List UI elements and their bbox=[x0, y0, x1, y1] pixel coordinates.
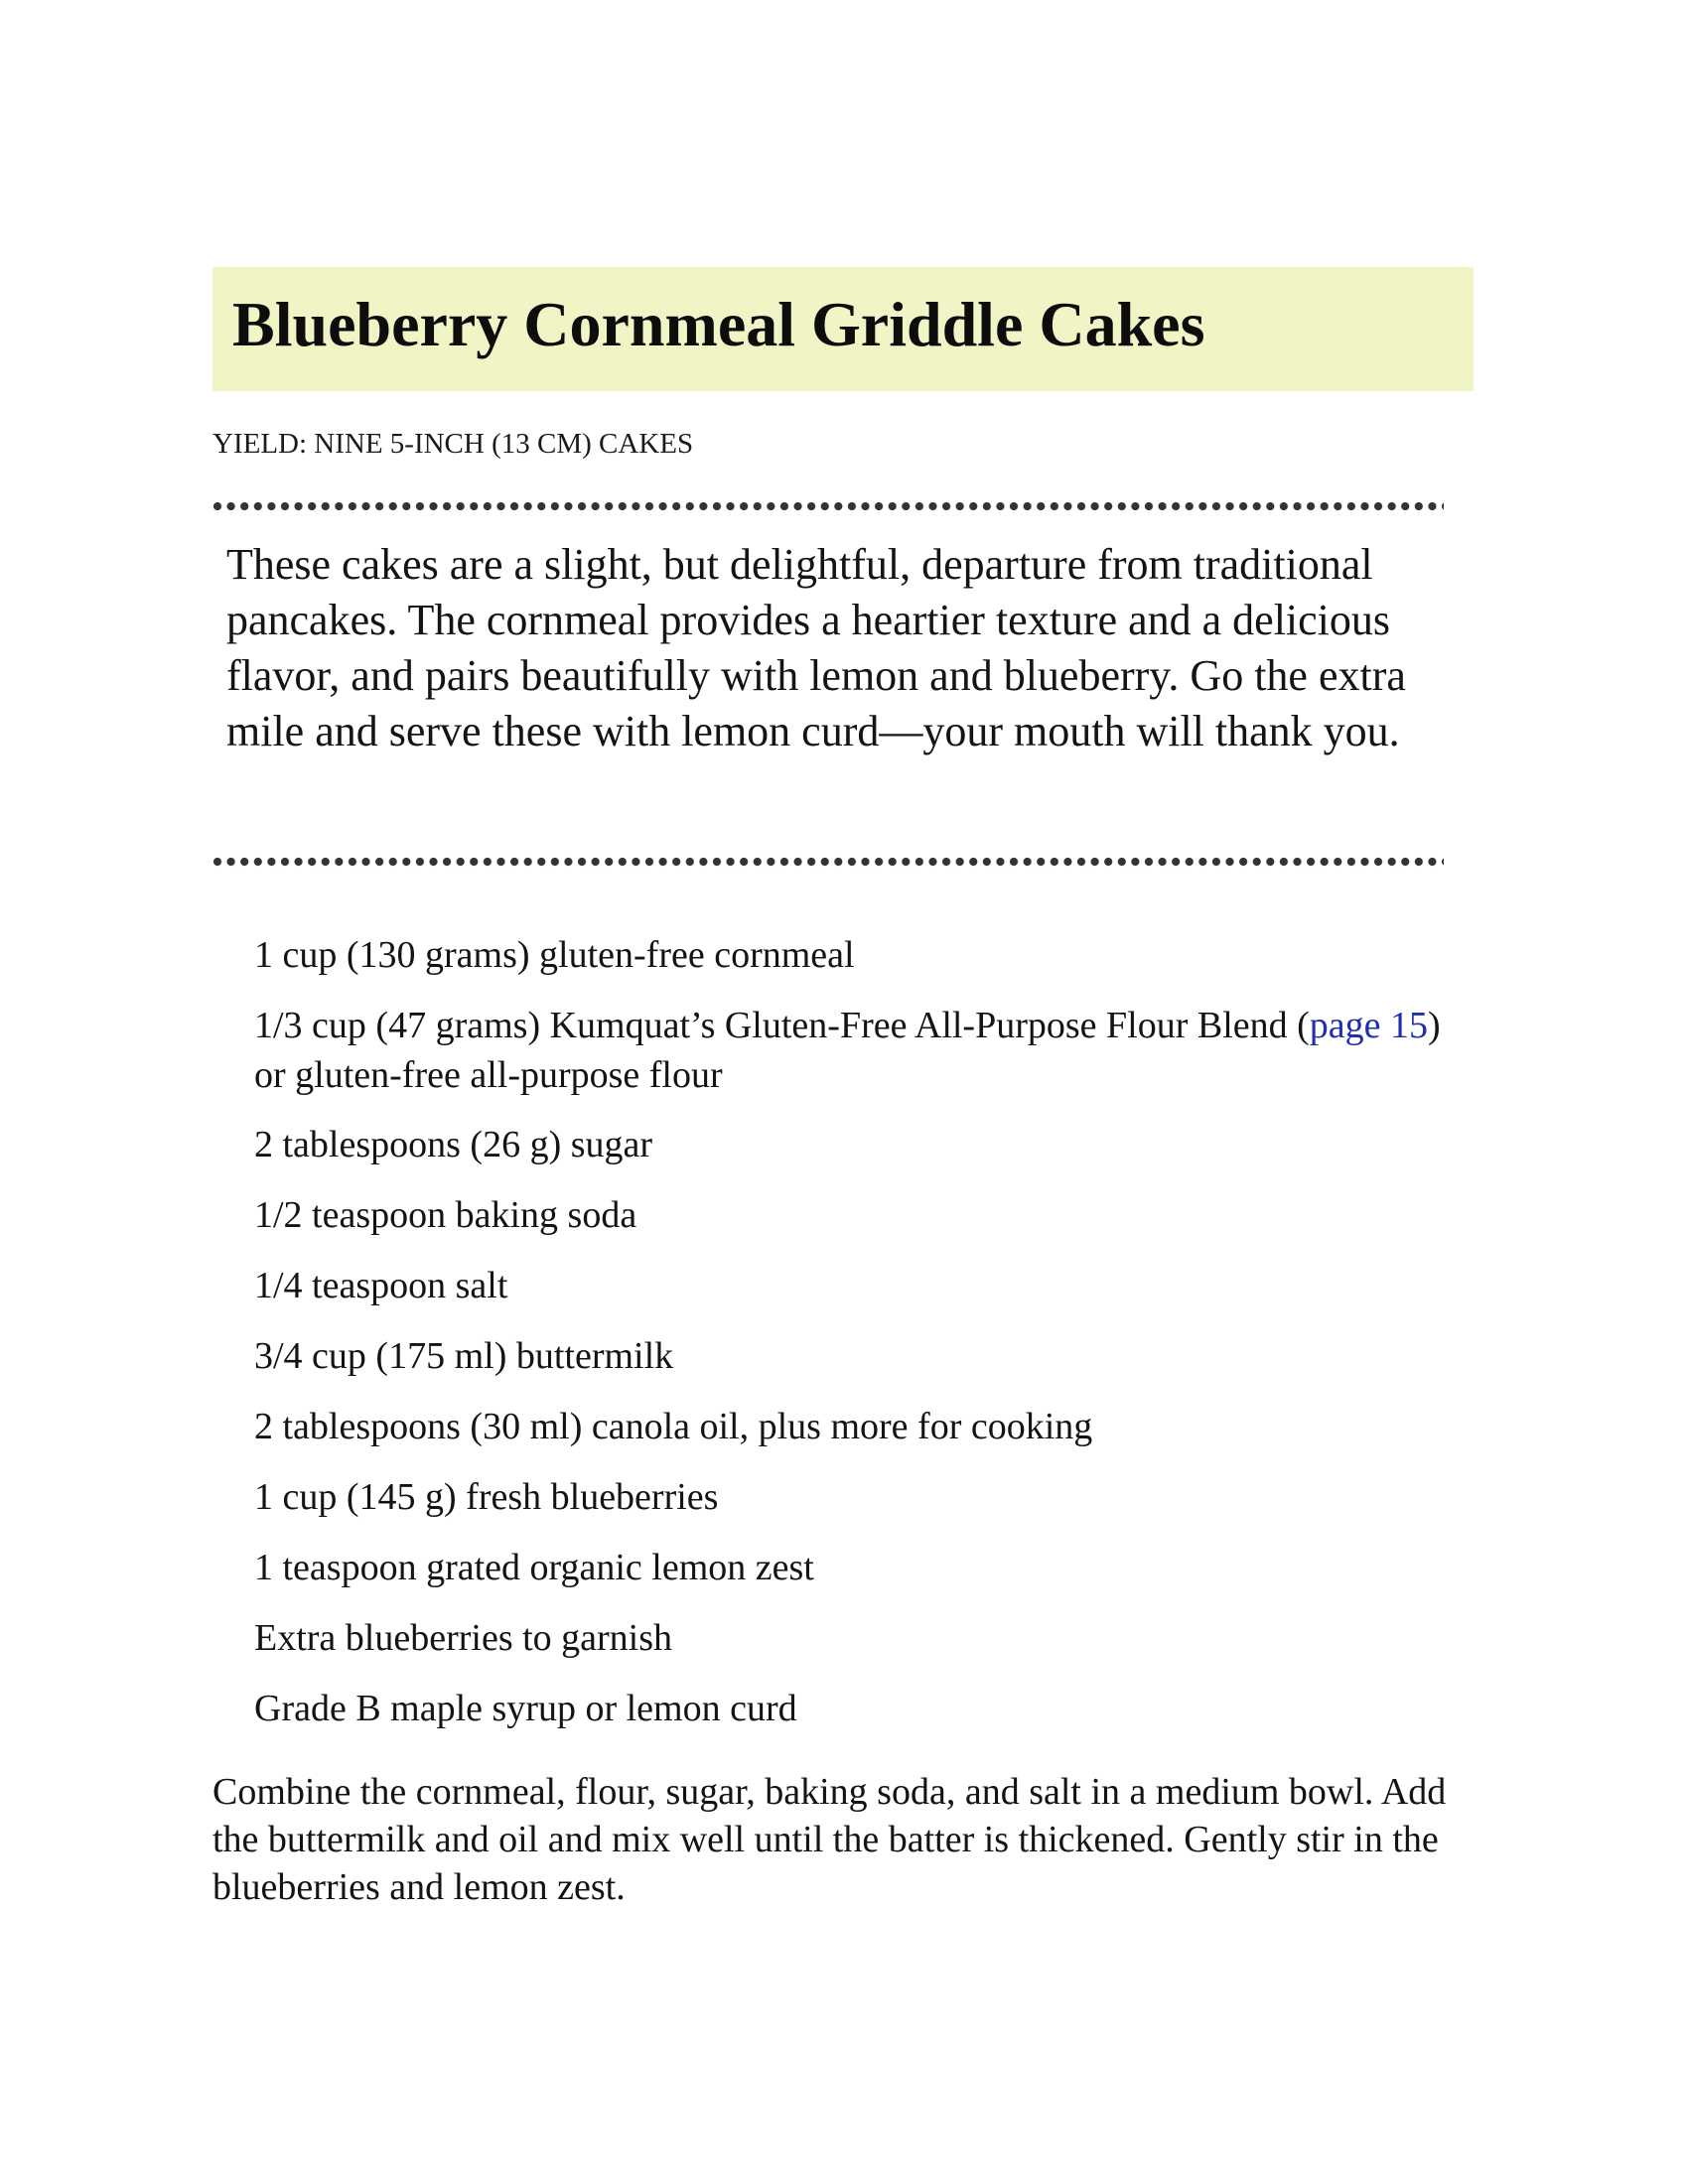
title-banner bbox=[212, 267, 1474, 391]
ingredient-item: 1 cup (130 grams) gluten-free cornmeal bbox=[254, 934, 855, 976]
recipe-yield: YIELD: NINE 5-INCH (13 CM) CAKES bbox=[212, 428, 694, 460]
ingredient-item: 1/2 teaspoon baking soda bbox=[254, 1194, 637, 1236]
page-15-link[interactable]: page 15 bbox=[1309, 1005, 1429, 1046]
method-step: Combine the cornmeal, flour, sugar, baking soda, and salt in a medium bowl. Add the buttermilk and oil and mix well until the batter is thickened. Gently stir in the blueberries and lemon zest. bbox=[212, 1771, 1447, 1908]
recipe-intro: These cakes are a slight, but delightful, departure from traditional pancakes. The cornmeal provides a heartier texture and a delicious flavor, and pairs beautifully with lemon and blueberry. Go the extra mile and serve these with lemon curd—your mouth will thank you. bbox=[226, 540, 1406, 755]
ingredient-item: 1 teaspoon grated organic lemon zest bbox=[254, 1547, 814, 1588]
ingredient-item: Extra blueberries to garnish bbox=[254, 1617, 673, 1659]
ingredient-item: Grade B maple syrup or lemon curd bbox=[254, 1688, 797, 1729]
ingredient-item: 2 tablespoons (26 g) sugar bbox=[254, 1124, 653, 1165]
ingredient-item bbox=[254, 1001, 1466, 1100]
recipe-title: Blueberry Cornmeal Griddle Cakes bbox=[232, 289, 1205, 359]
ingredient-list bbox=[254, 930, 1466, 1733]
dotted-divider-bottom bbox=[212, 857, 1444, 867]
ingredient-item: 3/4 cup (175 ml) buttermilk bbox=[254, 1335, 674, 1377]
dotted-divider-top bbox=[212, 501, 1444, 511]
ingredient-item: 2 tablespoons (30 ml) canola oil, plus more for cooking bbox=[254, 1406, 1093, 1447]
ingredient-text: ) or gluten-free all-purpose flour bbox=[254, 1005, 1441, 1096]
ingredient-text: 1/3 cup (47 grams) Kumquat’s Gluten-Free All-Purpose Flour Blend ( bbox=[254, 1005, 1310, 1046]
ingredient-item: 1/4 teaspoon salt bbox=[254, 1265, 508, 1306]
ingredient-item: 1 cup (145 g) fresh blueberries bbox=[254, 1476, 719, 1518]
